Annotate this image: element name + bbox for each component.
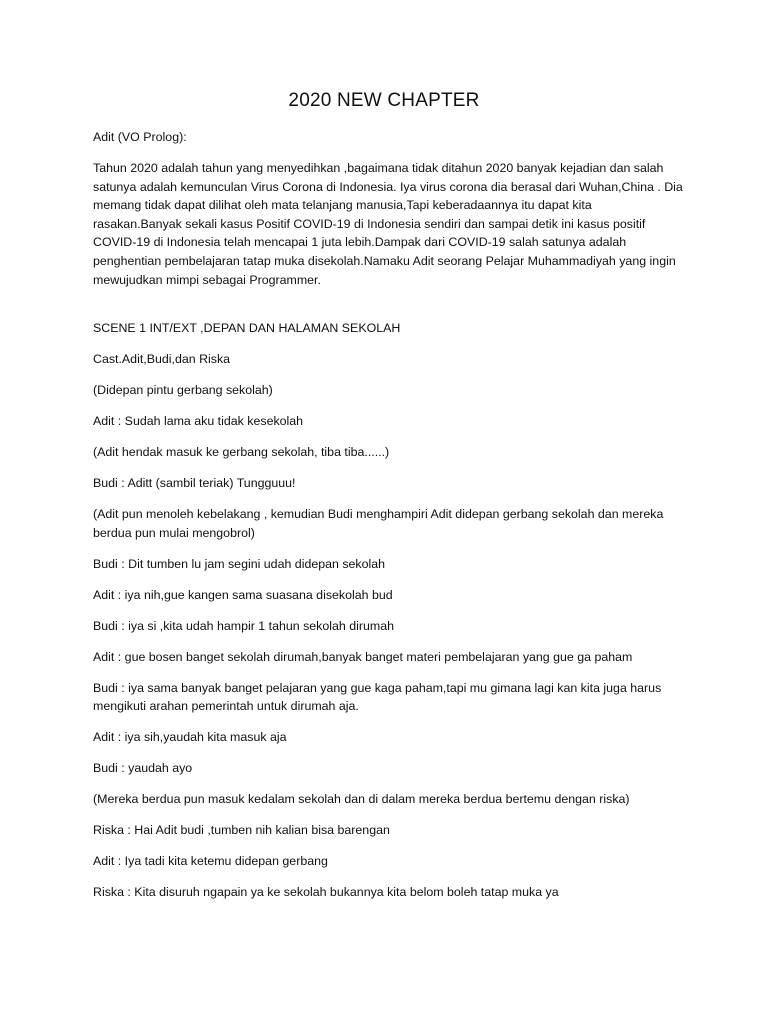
stage-direction: (Adit hendak masuk ke gerbang sekolah, tiba tiba......) — [93, 445, 390, 460]
stage-direction: (Didepan pintu gerbang sekolah) — [93, 383, 273, 398]
document-title: 2020 NEW CHAPTER — [288, 90, 480, 111]
dialogue-line: Adit : Iya tadi kita ketemu didepan gerbang — [93, 854, 328, 869]
dialogue-line: Adit : iya nih,gue kangen sama suasana disekolah bud — [93, 587, 393, 602]
stage-direction: (Adit pun menoleh kebelakang , kemudian Budi menghampiri Adit didepan gerbang sekolah dan mereka berdua pun mulai mengobrol) — [93, 507, 664, 540]
scene-heading: SCENE 1 INT/EXT ,DEPAN DAN HALAMAN SEKOLAH — [93, 321, 401, 336]
dialogue-line: Adit : gue bosen banget sekolah dirumah,banyak banget materi pembelajaran yang gue ga paham — [93, 649, 633, 664]
stage-direction: (Mereka berdua pun masuk kedalam sekolah dan di dalam mereka berdua bertemu dengan riska) — [93, 792, 630, 807]
dialogue-line: Riska : Hai Adit budi ,tumben nih kalian bisa barengan — [93, 823, 390, 838]
prolog-paragraph: Tahun 2020 adalah tahun yang menyedihkan ,bagaimana tidak ditahun 2020 banyak kejadian dan salah satunya adalah kemunculan Virus Corona di Indonesia. Iya virus corona dia berasal dari Wuhan,China . Dia memang tidak dapat dilihat oleh mata telanjang manusia,Tapi keberadaannya itu dapat kita rasakan.Banyak sekali kasus Positif COVID-19 di Indonesia sendiri dan sampai detik ini kasus positif COVID-19 di Indonesia telah mencapai 1 juta lebih.Dampak dari COVID-19 salah satunya adalah penghentian pembelajaran tatap muka disekolah.Namaku Adit seorang Pelajar Muhammadiyah yang ingin mewujudkan mimpi sebagai Programmer. — [93, 160, 683, 287]
cast-line: Cast.Adit,Budi,dan Riska — [93, 352, 231, 367]
dialogue-line: Adit : Sudah lama aku tidak kesekolah — [93, 414, 304, 429]
dialogue-line: Budi : yaudah ayo — [93, 761, 193, 776]
dialogue-line: Riska : Kita disuruh ngapain ya ke sekolah bukannya kita belom boleh tatap muka ya — [93, 885, 559, 900]
dialogue-line: Budi : iya si ,kita udah hampir 1 tahun sekolah dirumah — [93, 618, 394, 633]
speaker-heading: Adit (VO Prolog): — [93, 130, 187, 144]
dialogue-line: Budi : iya sama banyak banget pelajaran yang gue kaga paham,tapi mu gimana lagi kan kita juga harus mengikuti arahan pemerintah untuk dirumah aja. — [93, 680, 662, 714]
document-body — [93, 128, 683, 914]
dialogue-line: Budi : Dit tumben lu jam segini udah didepan sekolah — [93, 556, 386, 571]
dialogue-line: Budi : Aditt (sambil teriak) Tungguuu! — [93, 476, 296, 491]
dialogue-line: Adit : iya sih,yaudah kita masuk aja — [93, 730, 287, 745]
